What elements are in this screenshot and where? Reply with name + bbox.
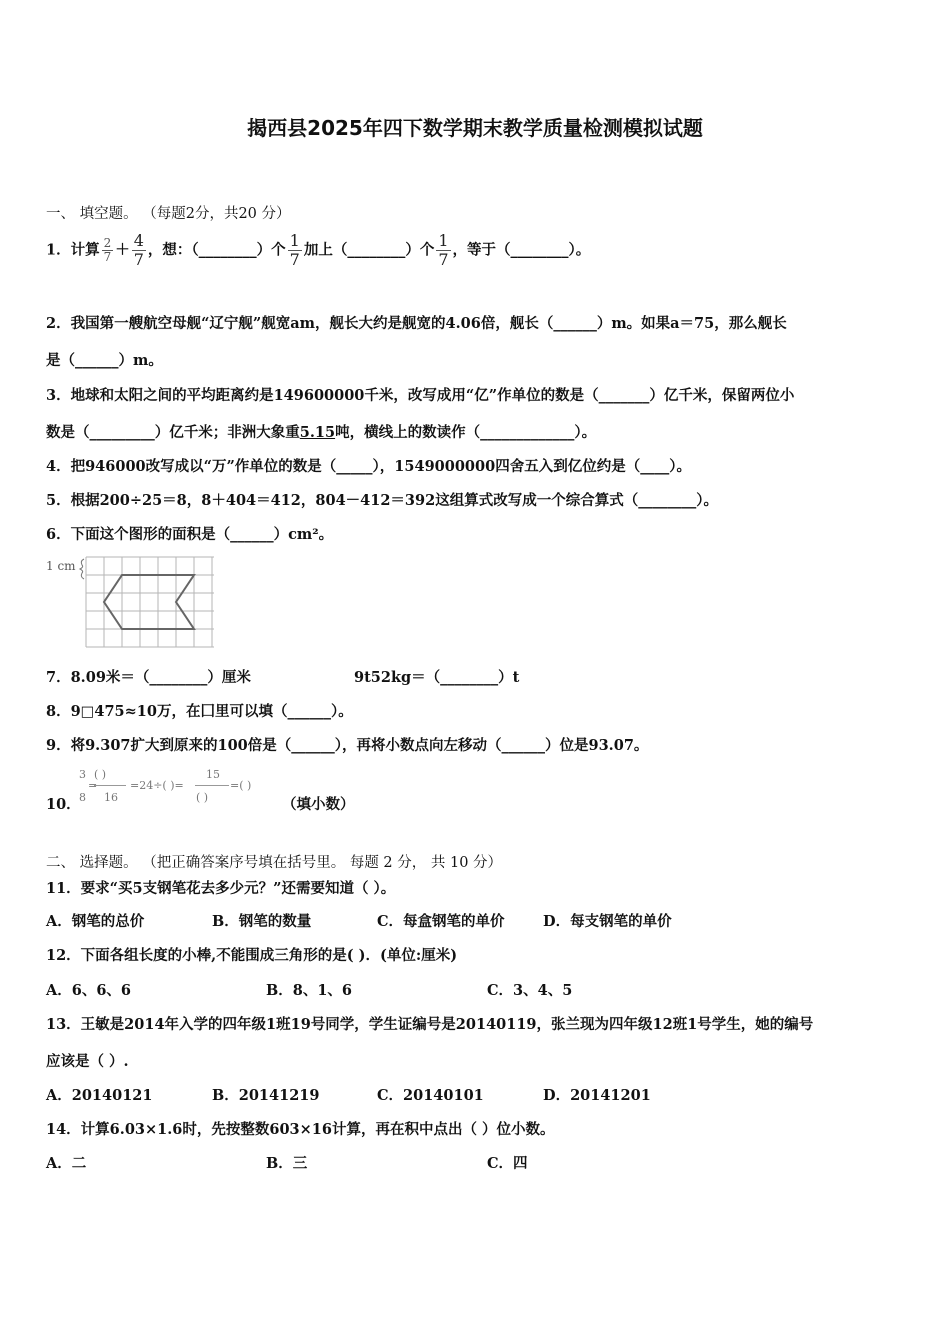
question-4: 4．把946000改写成以“万”作单位的数是（_____），1549000000四舍五入到亿位约是（____）。 [46, 458, 691, 475]
question-5: 5．根据200÷25＝8，8＋404＝412，804－412＝392这组算式改写成一个综合算式（________）。 [46, 492, 718, 509]
q10-c-denominator: ( ) [196, 791, 209, 804]
question-14: 14．计算6.03×1.6时，先按整数603×16计算，再在积中点出（ ）位小数。 [46, 1121, 555, 1138]
question-7a: 7．8.09米＝（________）厘米 [46, 669, 251, 686]
q1-f4-denominator: 7 [438, 250, 449, 269]
q11-option-a: A．钢笔的总价 [46, 913, 145, 930]
q13-option-b: B．20141219 [212, 1087, 320, 1104]
q10-f-denominator: 8 [79, 791, 86, 804]
question-8: 8．9□475≈10万，在囗里可以填（______）。 [46, 703, 353, 720]
q1-f4-numerator: 1 [438, 231, 449, 250]
q1-fraction-3 [288, 232, 302, 269]
section1-header: 一、 填空题。 （每题2分，共20 分） [46, 206, 291, 222]
q10-b-bar [94, 785, 126, 786]
q10-c-bar [195, 785, 229, 786]
q13-option-d: D．20141201 [543, 1087, 651, 1104]
q11-option-b: B．钢笔的数量 [212, 913, 312, 930]
question-2-line2: 是（______）m。 [46, 352, 163, 369]
q1-f1-denominator: 7 [103, 250, 112, 264]
question-7b: 9t52kg＝（________）t [354, 669, 520, 686]
area-figure [44, 553, 224, 653]
q13-option-c: C．20140101 [377, 1087, 484, 1104]
arrow-shape [104, 575, 194, 629]
q10-b-numerator: ( ) [94, 768, 107, 781]
question-10-suffix: （填小数） [282, 796, 355, 813]
q10-middle: =24÷( )= [130, 779, 184, 792]
q10-equals-1: = [88, 779, 98, 792]
question-6: 6．下面这个图形的面积是（______）cm²。 [46, 526, 334, 543]
q12-option-b: B．8、1、6 [266, 982, 353, 999]
q10-b-denominator: 16 [104, 791, 118, 804]
question-10-number: 10． [46, 796, 81, 813]
question-1 [46, 232, 590, 269]
q13-option-a: A．20140121 [46, 1087, 153, 1104]
q1-fraction-1 [102, 237, 114, 264]
q11-option-d: D．每支钢笔的单价 [543, 913, 672, 930]
question-3-line2 [46, 421, 596, 442]
q1-f2-numerator: 4 [133, 231, 144, 250]
q3-line2-end: 吨，横线上的数读作（_____________）。 [335, 424, 597, 441]
scale-brace [80, 559, 84, 579]
section2-header: 二、 选择题。 （把正确答案序号填在括号里。 每题 2 分， 共 10 分） [46, 855, 503, 871]
question-12: 12．下面各组长度的小棒,不能围成三角形的是( )．(单位:厘米) [46, 947, 458, 964]
question-3-line1: 3．地球和太阳之间的平均距离约是149600000千米，改写成用“亿”作单位的数是（_______）亿千米，保留两位小 [46, 387, 795, 404]
q10-c-numerator: 15 [206, 768, 220, 781]
q1-f3-denominator: 7 [289, 250, 300, 269]
q1-fraction-2 [132, 232, 146, 269]
q1-fraction-4 [436, 232, 450, 269]
q10-f-numerator: 3 [79, 768, 86, 781]
q1-plus: ＋ [115, 241, 130, 259]
q14-option-a: A．二 [46, 1155, 87, 1172]
page-title: 揭西县2025年四下数学期末教学质量检测模拟试题 [247, 116, 703, 140]
q1-f3-numerator: 1 [289, 231, 300, 250]
q3-line2-start: 数是（_________）亿千米；非洲大象重 [46, 424, 300, 441]
q1-part1: ，想：（________）个 [147, 241, 286, 259]
question-2-line1: 2．我国第一艘航空母舰“辽宁舰”舰宽am，舰长大约是舰宽的4.06倍，舰长（______）m。如果a＝75，那么舰长 [46, 315, 787, 332]
q12-option-c: C．3、4、5 [487, 982, 573, 999]
q11-option-c: C．每盒钢笔的单价 [377, 913, 505, 930]
question-9: 9．将9.307扩大到原来的100倍是（______），再将小数点向左移动（______）位是93.07。 [46, 737, 649, 754]
q1-prefix: 1．计算 [46, 241, 100, 259]
q10-end: =( ) [230, 779, 252, 792]
q3-underlined-number: 5.15 [299, 424, 336, 441]
question-11: 11．要求“买5支钢笔花去多少元？”还需要知道（ ）。 [46, 880, 396, 897]
figure-scale-label: 1 cm [46, 559, 76, 573]
q1-part2: 加上（________）个 [303, 241, 435, 259]
question-13-line2: 应该是（ ）. [46, 1053, 129, 1070]
q12-option-a: A．6、6、6 [46, 982, 132, 999]
question-13-line1: 13．王敏是2014年入学的四年级1班19号同学，学生证编号是20140119，张兰现为四年级12班1号学生，她的编号 [46, 1016, 814, 1033]
q1-part3: ，等于（________）。 [452, 241, 591, 259]
q1-f1-numerator: 2 [103, 236, 112, 250]
q14-option-b: B．三 [266, 1155, 308, 1172]
q14-option-c: C．四 [487, 1155, 528, 1172]
q1-f2-denominator: 7 [133, 250, 144, 269]
